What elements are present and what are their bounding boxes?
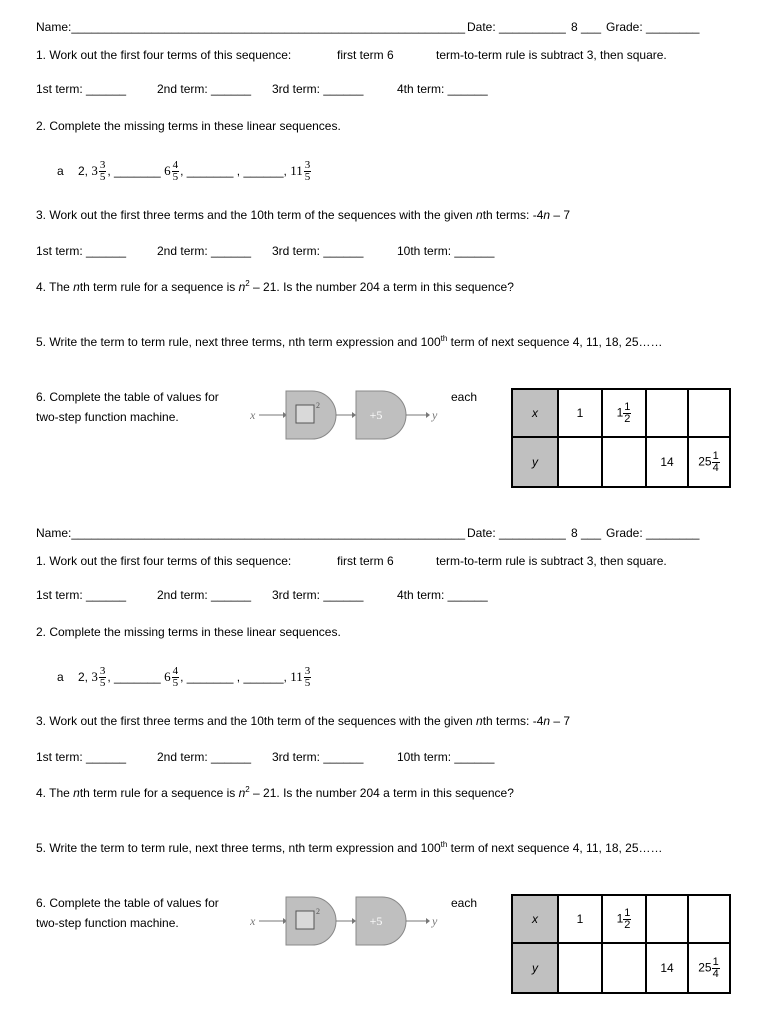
grade-field: Grade: ________ — [606, 20, 700, 34]
question-1: 1. Work out the first four terms of this sequence: — [36, 48, 292, 62]
fraction-2-whole: 6 — [164, 669, 171, 684]
answer-2nd-term: 2nd term: ______ — [157, 82, 252, 96]
values-table — [511, 388, 731, 488]
answer-q3-2nd-term: 2nd term: ______ — [157, 244, 252, 258]
table-cell-y1 — [558, 943, 602, 993]
fraction-3: $\frac{3}{5}$ — [304, 665, 311, 690]
answer-q3-1st-term: 1st term: ______ — [36, 750, 127, 764]
answer-1st-term: 1st term: ______ — [36, 82, 127, 96]
machine-arrowhead-mid — [352, 412, 356, 418]
table-cell-x2: 1 $\frac{1}{2}$ — [602, 389, 646, 437]
question-6-line-1: 6. Complete the table of values for — [36, 896, 219, 910]
machine-arrowhead-out — [426, 918, 430, 924]
answer-3rd-term: 3rd term: ______ — [272, 82, 364, 96]
fraction-1-whole: 3 — [91, 669, 98, 684]
table-cell-y4: 25 $\frac{1}{4}$ — [688, 943, 730, 993]
blank-1: , _______ — [107, 164, 161, 178]
question-1-first-term: first term 6 — [337, 554, 394, 568]
machine-arrowhead-out — [426, 412, 430, 418]
date-field: Date: __________ — [467, 20, 566, 34]
question-6-line-2: two-step function machine. — [36, 410, 179, 424]
fraction-2: $\frac{4}{5}$ — [172, 159, 179, 184]
table-header-y: y — [512, 437, 558, 487]
table-header-x: x — [512, 895, 558, 943]
worksheet — [0, 506, 768, 1012]
table-cell-x4 — [688, 895, 730, 943]
table-header-y: y — [512, 943, 558, 993]
table-row-y — [512, 943, 730, 993]
question-1-first-term: first term 6 — [337, 48, 394, 62]
table-cell-y4: 25 $\frac{1}{4}$ — [688, 437, 730, 487]
table-cell-x3 — [646, 895, 688, 943]
answer-q3-3rd-term: 3rd term: ______ — [272, 750, 364, 764]
fraction-1-whole: 3 — [91, 163, 98, 178]
table-cell-x1: 1 — [558, 389, 602, 437]
machine-add-five: +5 — [369, 914, 383, 928]
answer-q3-2nd-term: 2nd term: ______ — [157, 750, 252, 764]
question-1-rule: term-to-term rule is subtract 3, then square. — [436, 48, 667, 62]
machine-add-five: +5 — [369, 408, 383, 422]
answer-1st-term: 1st term: ______ — [36, 588, 127, 602]
table-row-x — [512, 389, 730, 437]
function-machine-diagram — [250, 387, 445, 443]
question-3: 3. Work out the first three terms and the 10th term of the sequences with the given nth terms: -4n – 7 — [36, 208, 571, 222]
question-6-line-1: 6. Complete the table of values for — [36, 390, 219, 404]
values-table — [511, 894, 731, 994]
question-1: 1. Work out the first four terms of this sequence: — [36, 554, 292, 568]
table-cell-y2 — [602, 943, 646, 993]
answer-q3-3rd-term: 3rd term: ______ — [272, 244, 364, 258]
question-2-part-a: a — [57, 670, 64, 684]
table-cell-x4 — [688, 389, 730, 437]
square-icon — [296, 911, 314, 929]
machine-input-label: x — [250, 914, 256, 928]
sequence-start: 2, — [78, 670, 92, 684]
question-2-part-a: a — [57, 164, 64, 178]
answer-q3-10th-term: 10th term: ______ — [397, 244, 495, 258]
sequence-start: 2, — [78, 164, 92, 178]
question-4: 4. The nth term rule for a sequence is $n^2 - 21$. Is the number 204 a term in this sequence? — [36, 279, 514, 294]
square-icon — [296, 405, 314, 423]
answer-q3-1st-term: 1st term: ______ — [36, 244, 127, 258]
answer-2nd-term: 2nd term: ______ — [157, 588, 252, 602]
question-4: 4. The nth term rule for a sequence is $n^2 - 21$. Is the number 204 a term in this sequence? — [36, 785, 514, 800]
table-cell-x3 — [646, 389, 688, 437]
question-6-each: each — [451, 896, 478, 910]
table-row-y — [512, 437, 730, 487]
question-5: 5. Write the term to term rule, next three terms, nth term expression and 100th term of next sequence 4, 11, 18, 25…… — [36, 840, 663, 855]
fraction-3: $\frac{3}{5}$ — [304, 159, 311, 184]
question-3: 3. Work out the first three terms and the 10th term of the sequences with the given nth terms: -4n – 7 — [36, 714, 571, 728]
blank-1: , _______ — [107, 670, 161, 684]
question-6-line-2: two-step function machine. — [36, 916, 179, 930]
blank-2: , _______ , ______, — [180, 670, 287, 684]
fraction-3-whole: 11 — [290, 163, 303, 178]
machine-output-label: y — [432, 408, 438, 422]
answer-4th-term: 4th term: ______ — [397, 588, 488, 602]
question-5: 5. Write the term to term rule, next three terms, nth term expression and 100th term of next sequence 4, 11, 18, 25…… — [36, 334, 663, 349]
question-2: 2. Complete the missing terms in these linear sequences. — [36, 625, 341, 639]
fraction-2-whole: 6 — [164, 163, 171, 178]
grade-field: Grade: ________ — [606, 526, 700, 540]
class-field: 8 ___ — [571, 526, 602, 540]
table-row-x — [512, 895, 730, 943]
answer-q3-10th-term: 10th term: ______ — [397, 750, 495, 764]
machine-input-label: x — [250, 408, 256, 422]
date-field: Date: __________ — [467, 526, 566, 540]
table-cell-x2: 1 $\frac{1}{2}$ — [602, 895, 646, 943]
table-cell-y3: 14 — [646, 943, 688, 993]
machine-output-label: y — [432, 914, 438, 928]
machine-arrowhead-mid — [352, 918, 356, 924]
linear-sequence — [78, 153, 312, 189]
question-6-each: each — [451, 390, 478, 404]
table-cell-x1: 1 — [558, 895, 602, 943]
machine-power: 2 — [316, 401, 320, 410]
answer-3rd-term: 3rd term: ______ — [272, 588, 364, 602]
worksheet — [0, 0, 768, 506]
name-field: Name:___________________________________________________________ — [36, 20, 466, 34]
question-1-rule: term-to-term rule is subtract 3, then square. — [436, 554, 667, 568]
table-cell-y2 — [602, 437, 646, 487]
table-header-x: x — [512, 389, 558, 437]
answer-4th-term: 4th term: ______ — [397, 82, 488, 96]
fraction-1: $\frac{3}{5}$ — [99, 665, 106, 690]
class-field: 8 ___ — [571, 20, 602, 34]
linear-sequence — [78, 659, 312, 695]
function-machine-diagram — [250, 893, 445, 949]
fraction-2: $\frac{4}{5}$ — [172, 665, 179, 690]
fraction-1: $\frac{3}{5}$ — [99, 159, 106, 184]
table-cell-y3: 14 — [646, 437, 688, 487]
blank-2: , _______ , ______, — [180, 164, 287, 178]
fraction-3-whole: 11 — [290, 669, 303, 684]
name-field: Name:___________________________________________________________ — [36, 526, 466, 540]
machine-power: 2 — [316, 907, 320, 916]
question-2: 2. Complete the missing terms in these linear sequences. — [36, 119, 341, 133]
table-cell-y1 — [558, 437, 602, 487]
